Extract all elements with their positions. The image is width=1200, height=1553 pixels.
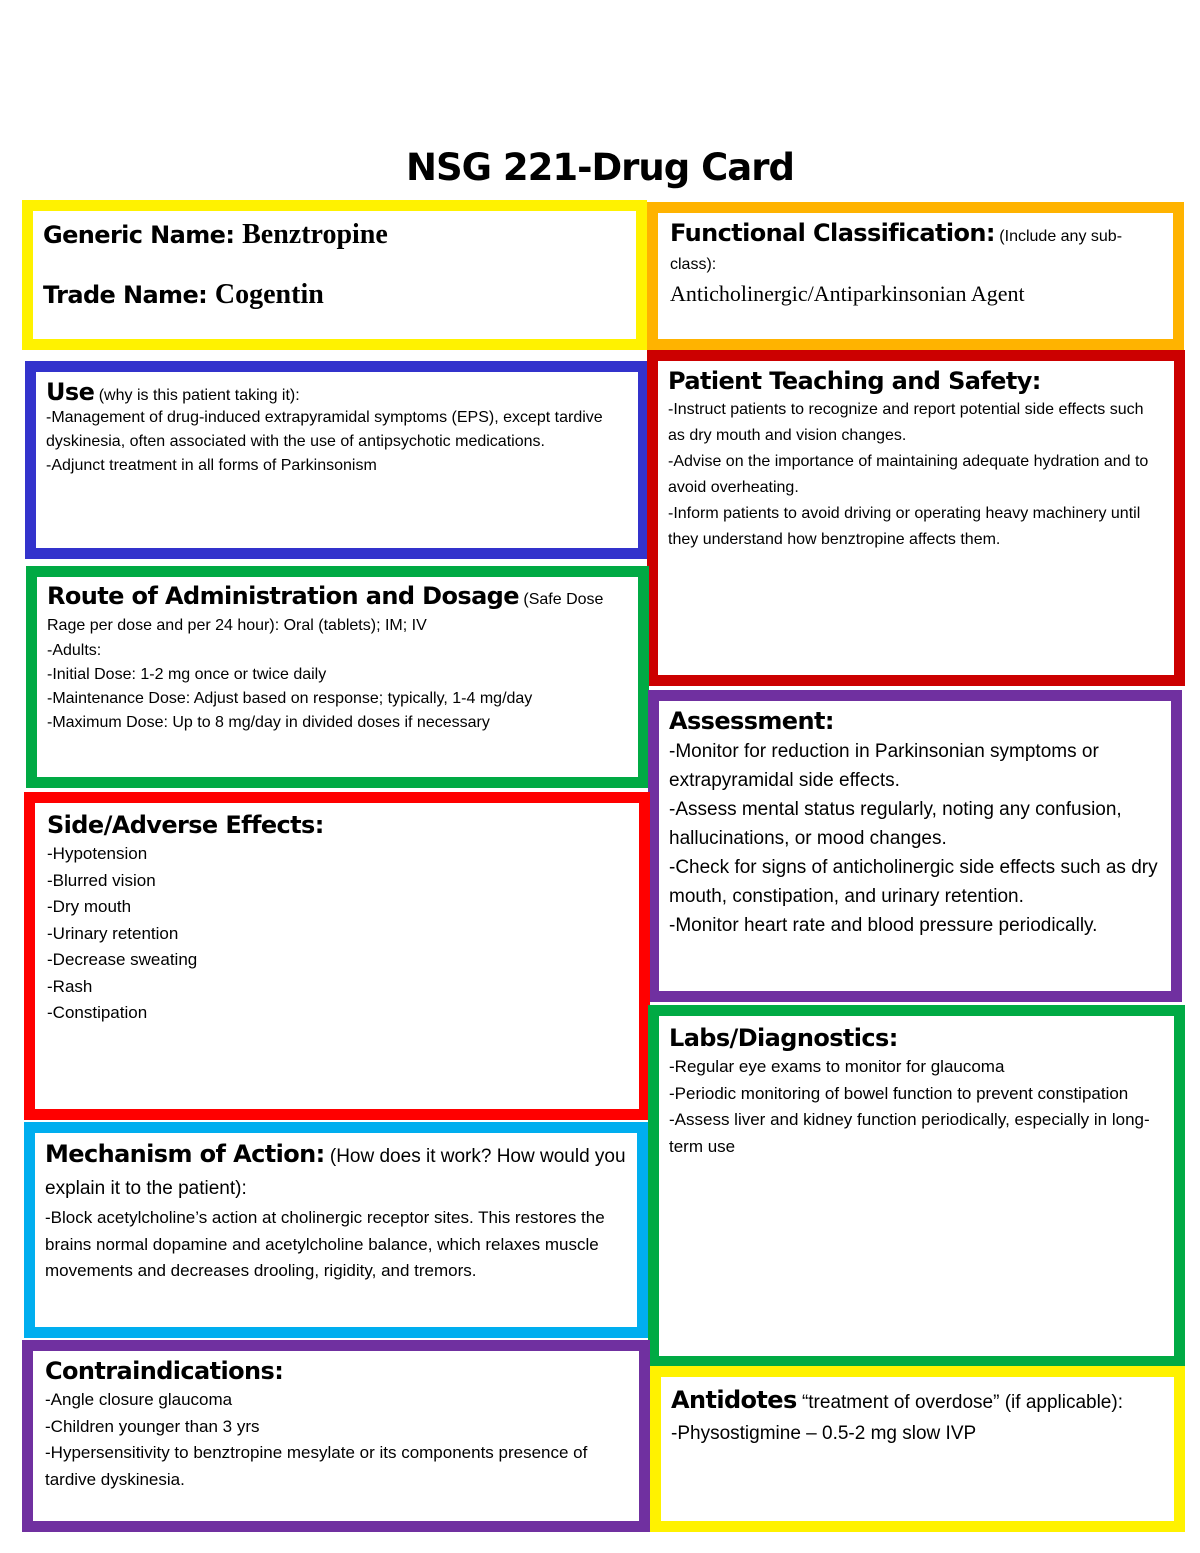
use-card bbox=[25, 361, 649, 559]
teaching-line-3: -Inform patients to avoid driving or operating heavy machinery until they understand how benztropine affects them. bbox=[668, 505, 1141, 548]
mechanism-line-1: -Block acetylcholine’s action at cholinergic receptor sites. This restores the brains normal dopamine and acetylcholine balance, which relaxes muscle movements and decreases drooling, rigidity, and tremors. bbox=[45, 1208, 605, 1280]
side-effect-item: -Dry mouth bbox=[47, 897, 132, 916]
labs-heading: Labs/Diagnostics: bbox=[669, 1024, 898, 1052]
trade-name bbox=[43, 279, 626, 311]
route-heading: Route of Administration and Dosage bbox=[47, 582, 519, 610]
teaching-line-2: -Advise on the importance of maintaining adequate hydration and to avoid overheating. bbox=[668, 453, 1149, 496]
route-line-4: -Maximum Dose: Up to 8 mg/day in divided doses if necessary bbox=[47, 714, 490, 731]
labs-line-1: -Regular eye exams to monitor for glaucoma bbox=[669, 1057, 1005, 1076]
contraindication-item: -Children younger than 3 yrs bbox=[45, 1416, 260, 1436]
side-effects-card bbox=[24, 792, 650, 1120]
assessment-line-3: -Check for signs of anticholinergic side effects such as dry mouth, constipation, and urinary retention. bbox=[669, 857, 1158, 907]
assessment-card bbox=[648, 690, 1182, 1002]
generic-label: Generic Name: bbox=[43, 221, 243, 249]
contraindications-heading: Contraindications: bbox=[45, 1357, 284, 1385]
classification-card bbox=[647, 202, 1184, 350]
route-line-1: -Adults: bbox=[47, 642, 102, 659]
labs-card bbox=[648, 1005, 1185, 1367]
use-line-2: -Adjunct treatment in all forms of Parkinsonism bbox=[46, 457, 377, 474]
mechanism-note: (How does it work? How would you explain it to the patient): bbox=[45, 1146, 626, 1199]
route-note: (Safe Dose Rage per dose and per 24 hour): Oral (tablets); IM; IV bbox=[47, 591, 604, 634]
side-effects-heading: Side/Adverse Effects: bbox=[47, 811, 324, 839]
contraindication-item: -Angle closure glaucoma bbox=[45, 1390, 233, 1409]
contraindication-item: -Hypersensitivity to benztropine mesylate or its components presence of tardive dyskinesia. bbox=[45, 1443, 588, 1489]
side-effect-item: -Blurred vision bbox=[47, 870, 156, 890]
classification-value: Anticholinergic/Antiparkinsonian Agent bbox=[670, 281, 1025, 306]
trade-label: Trade Name: bbox=[43, 281, 215, 309]
labs-line-2: -Periodic monitoring of bowel function to prevent constipation bbox=[669, 1083, 1129, 1103]
antidotes-card bbox=[650, 1366, 1185, 1532]
side-effect-item: -Urinary retention bbox=[47, 923, 179, 943]
mechanism-card bbox=[24, 1122, 648, 1338]
labs-line-3: -Assess liver and kidney function periodically, especially in long-term use bbox=[669, 1110, 1150, 1156]
generic-value: Benztropine bbox=[242, 219, 388, 250]
names-card bbox=[22, 200, 647, 350]
page-title: NSG 221-Drug Card bbox=[406, 146, 794, 189]
classification-note: (Include any sub-class): bbox=[670, 228, 1123, 273]
assessment-heading: Assessment: bbox=[669, 707, 834, 735]
mechanism-heading: Mechanism of Action: bbox=[45, 1140, 325, 1168]
teaching-heading: Patient Teaching and Safety: bbox=[668, 367, 1041, 395]
assessment-line-4: -Monitor heart rate and blood pressure periodically. bbox=[669, 915, 1098, 936]
antidotes-heading: Antidotes bbox=[671, 1386, 797, 1414]
teaching-card bbox=[647, 350, 1185, 686]
antidotes-note: “treatment of overdose” (if applicable): bbox=[796, 1392, 1123, 1413]
route-card bbox=[26, 566, 649, 788]
use-line-1: -Management of drug-induced extrapyramidal symptoms (EPS), except tardive dyskinesia, often associated with the use of antipsychotic medications. bbox=[46, 409, 603, 450]
assessment-line-2: -Assess mental status regularly, noting any confusion, hallucinations, or mood changes. bbox=[669, 799, 1122, 849]
teaching-line-1: -Instruct patients to recognize and report potential side effects such as dry mouth and vision changes. bbox=[668, 401, 1144, 444]
classification-heading: Functional Classification: bbox=[670, 219, 995, 247]
side-effect-item: -Constipation bbox=[47, 1003, 148, 1022]
use-note: (why is this patient taking it): bbox=[94, 387, 300, 404]
antidote-item: -Physostigmine – 0.5-2 mg slow IVP bbox=[671, 1423, 977, 1444]
trade-value: Cogentin bbox=[214, 279, 324, 310]
route-line-3: -Maintenance Dose: Adjust based on response; typically, 1-4 mg/day bbox=[47, 690, 533, 707]
assessment-line-1: -Monitor for reduction in Parkinsonian symptoms or extrapyramidal side effects. bbox=[669, 741, 1099, 791]
route-line-2: -Initial Dose: 1-2 mg once or twice daily bbox=[47, 666, 327, 683]
side-effect-item: -Hypotension bbox=[47, 844, 148, 863]
side-effect-item: -Decrease sweating bbox=[47, 950, 198, 969]
generic-name bbox=[43, 219, 626, 251]
contraindications-card bbox=[22, 1340, 650, 1532]
side-effect-item: -Rash bbox=[47, 976, 93, 996]
use-heading: Use bbox=[46, 378, 95, 406]
